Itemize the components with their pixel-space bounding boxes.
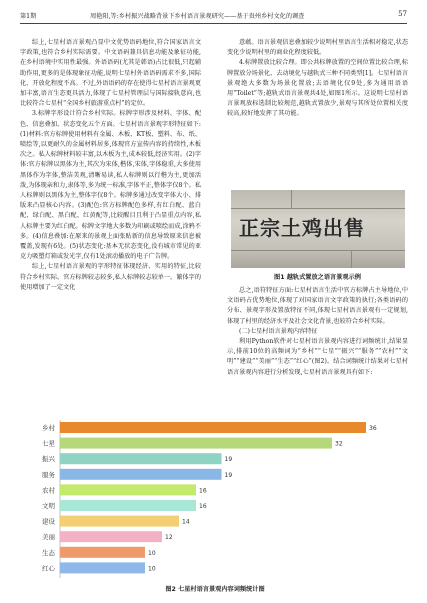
- bar: [60, 500, 196, 511]
- page-number: 57: [398, 10, 407, 18]
- category-label: 美丽: [42, 533, 55, 542]
- value-label: 10: [148, 565, 156, 573]
- paragraph: 综上,七星村语言景观凸显中文优势语码地位,符合国家语言文字政策,也符合乡村实际需要。中文语码兼具信息功能及象征功能,在乡村语境中实用性最强。外语语码(尤其是韩语)占比很低,只起辅助作用,更多的是体现象征功能,说明七星村外语语码需求不多,国际化、开放化程度不高。不过,外语语码的存在使得七星村语言景观更加丰富,语言生态更具活力,体现了七星村管理层与国际接轨意向,也比较符合七星村“全国乡村旅游重点村”的定位。: [20, 39, 201, 108]
- bar: [60, 547, 145, 558]
- paragraph: 总之,语符特征方面:七星村语言生活中官方标牌占主导地位,中文语码占优势地位,体现了对国家语言文字政策的执行;各类语码的分布、景观字形及置放特征不同,体现七星村语言景观有一定规划,体现了村里的经济水平及社会文化背景,也较符合乡村实际。: [227, 287, 408, 325]
- figure2-caption: 图2 七星村语言景观内容词频统计图: [165, 586, 265, 593]
- wall-graffiti-photo: [231, 190, 405, 268]
- word-frequency-chart: [20, 414, 410, 584]
- bar: [60, 422, 366, 433]
- bar: [60, 562, 145, 573]
- right-column-top: [227, 38, 408, 120]
- value-label: 19: [224, 471, 233, 479]
- right-column-bottom: [227, 286, 408, 378]
- graffiti-text: 正宗土鸡出售: [239, 216, 365, 240]
- category-label: 振兴: [42, 455, 55, 464]
- running-title: 周艳阳,等:乡村振兴战略背景下乡村语言景观研究——基于贵州乡村文化的调查: [90, 13, 305, 20]
- value-label: 16: [199, 503, 207, 510]
- paragraph: 4.标牌置放比较合理。即公共标牌放置的空间位置比较合理,标牌置放分场景化、去动境化与越轨式三种不同类型[1]。七星村语言景观绝大多数为场景化置放;去语境化仅9处,多为通用语语用“Toilet”等;越轨式语言景观共4处,如图1所示。这说明七星村语言景观放标选制比较规范,越轨式置放少,景观与其所处位置相关度较高,较好地发挥了其功能。: [227, 59, 408, 118]
- category-label: 七星: [42, 439, 55, 448]
- value-label: 16: [199, 487, 207, 495]
- paragraph: 意蕴。语言景观信息叠加较少说明村里语言生活相对稳定,状态变化少说明村里的商业化程度较低。: [227, 39, 408, 57]
- bar: [60, 484, 196, 495]
- paragraph: 利用Python软件对七星村语言景观内容进行词频统计,结果显示,排前10位的高频词为“乡村”“七星”“振兴”“服务”“农村”“文明”“建设”“美丽”“生态”“红心”(图2)。结合词频统计结果对七星村语言景观内容进行分析发现,七星村语言景观具有如下:: [227, 338, 408, 376]
- value-label: 36: [369, 425, 377, 432]
- category-label: 红心: [42, 564, 55, 573]
- value-label: 10: [148, 549, 156, 557]
- category-label: 乡村: [42, 424, 55, 432]
- paragraph: 3.标牌字形设计符合乡村实际。标牌字形涉及材料、字体、配色、信息叠加、状态变化五个方面。七星村语言景观字形特征如下:(1)材料:官方标牌使用材料有金属、木板、KT板、塑料、布、纸、喷绘等,以更耐久的金属材料居多,体现官方宣传内容的持续性,木板次之。私人标牌材料较丰富,以木板为主,成本较低,经济实用。(2)字体:官方标牌以黑体为主,其次为宋体,楷体,宋体,字体稳重,大多使用黑体作为字体,整洁美观,清晰易读,私人标牌则以行楷为主,更加活泼,为体现亲和力,隶体等,多为统一标准,字体平正,整体字仅8个。私人标牌则以黑体为主,整体字仅8个。标牌多通过改变字体大小、排版来凸显核心内容。(3)配色:官方标牌配色多样,有红白配、蓝白配、绿白配、黑白配、红黄配等,比较醒目且利于凸显重点内容,私人标牌主要为红白配。标牌文字地大多数为印刷或喷绘而成,涂鸦不多。(4)信息叠加:在原来的景观上面张贴新的信息导致原来信息被覆盖,发现有6处。(5)状态变化:基本无状态变化,没有城市常见的亚克力吸塑灯箱或发光字,仅有1处滚动播放的电子广告牌。: [20, 110, 201, 261]
- category-label: 生态: [42, 548, 55, 557]
- bar: [60, 438, 332, 449]
- category-label: 建设: [42, 517, 55, 526]
- bar: [60, 453, 222, 464]
- bar-chart-svg: [20, 414, 410, 584]
- figure1-caption: 图1 越轨式置放之语言景观示例: [274, 274, 361, 281]
- category-label: 文明: [42, 502, 55, 510]
- bar: [60, 469, 222, 480]
- category-label: 农村: [42, 486, 55, 495]
- running-header: [20, 9, 407, 24]
- value-label: 14: [182, 518, 190, 526]
- value-label: 32: [335, 440, 343, 448]
- bar: [60, 516, 179, 527]
- left-column: [20, 38, 201, 293]
- category-label: 服务: [42, 470, 55, 479]
- value-label: 19: [224, 456, 233, 464]
- value-label: 12: [165, 534, 173, 542]
- bar: [60, 531, 162, 542]
- paragraph: 综上,七星村语言景观的字形特征体现经济、实用的特征,比较符合乡村实际。官方标牌较志较多,私人标牌较志较单一。繁体字的使用增加了一定文化: [20, 263, 201, 291]
- section-heading: (二)七星村语言景观内容特征: [239, 327, 318, 335]
- issue-label: 第1期: [20, 13, 37, 20]
